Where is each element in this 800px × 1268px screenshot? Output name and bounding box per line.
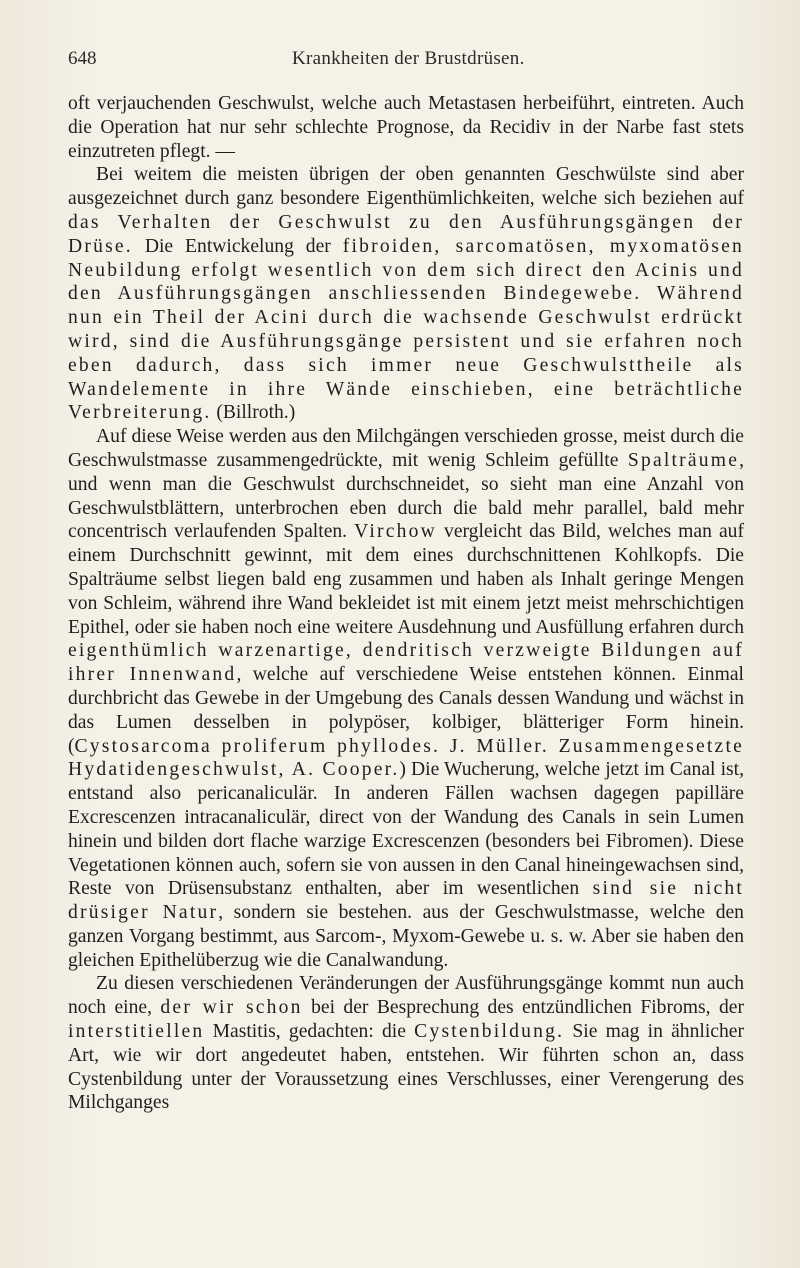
text-run: , welche auf verschiedene Weise entstehen können. Einmal durchbricht das Gewebe in der Umgebung des Canals dessen Wandung und wächst in das Lumen desselben in polypöser, kolbiger, blätteriger Form hinein. ( <box>68 664 744 757</box>
spaced-emphasis: Spalträume <box>627 449 740 471</box>
text-run: , und wenn man die Geschwulst durchschneidet, so sieht man eine Anzahl von Geschwulstblättern, unterbrochen eben durch die bald mehr parallel, bald mehr concentrisch verlaufenden Spalten. <box>68 449 744 543</box>
spaced-emphasis: Virchow <box>354 521 437 543</box>
running-head <box>68 48 744 82</box>
text-run: (Billroth.) <box>211 402 296 424</box>
spaced-emphasis: Cystosarcoma proliferum phyllodes. J. Müller. Zusammengesetzte Hydatidengeschwulst, A. Cooper. <box>68 735 744 781</box>
text-run: oft verjauchenden Geschwulst, welche auch Metastasen herbeiführt, eintreten. Auch die Operation hat nur sehr schlechte Prognose, da Recidiv in der Narbe fast stets einzutreten pflegt. — <box>68 93 744 162</box>
spaced-emphasis: der wir schon <box>160 997 303 1019</box>
spaced-emphasis: Cystenbildung. <box>414 1021 565 1043</box>
spaced-emphasis: sind sie nicht drüsiger Natur <box>68 878 744 924</box>
text-run: Mastitis, gedachten: die <box>204 1021 415 1043</box>
text-run: bei der Besprechung des entzündlichen Fibroms, der <box>302 997 744 1019</box>
paragraph-3 <box>68 425 744 972</box>
body-text <box>68 92 744 1115</box>
spaced-emphasis: fibroiden, sarcomatösen, myxomatösen Neubildung erfolgt wesentlich von dem sich direct den Acinis und den Ausführungsgängen anschliessenden Bindegewebe. Während nun ein Theil der Acini durch die wachsende Geschwulst erdrückt wird, sind die Ausführungsgänge persistent und sie erfahren noch eben dadurch, dass sich immer neue Geschwulsttheile als Wandelemente in ihre Wände einschieben, eine beträchtliche Verbreiterung. <box>68 235 745 424</box>
spaced-emphasis: interstitiellen <box>68 1021 205 1043</box>
text-run: , sondern sie bestehen. aus der Geschwulstmasse, welche den ganzen Vorgang bestimmt, aus Sarcom-, Myxom-Gewebe u. s. w. Aber sie haben den gleichen Epithelüberzug wie die Canalwandung. <box>68 902 744 971</box>
paragraph-1 <box>68 92 744 163</box>
text-run: Auf diese Weise werden aus den Milchgängen verschieden grosse, meist durch die Geschwulstmasse zusammengedrückte, mit wenig Schleim gefüllte <box>68 426 744 471</box>
text-run: vergleicht das Bild, welches man auf einem Durchschnitt gewinnt, mit dem eines durchschnittenen Kohlkopfs. Die Spalträume selbst liegen bald eng zusammen und haben als Inhalt geringe Mengen von Schleim, während ihre Wand bekleidet ist mit einem jetzt meist mehrschichtigen Epithel, oder sie haben noch eine weitere Ausdehnung und Ausfüllung erfahren durch <box>68 521 744 638</box>
text-run: Bei weitem die meisten übrigen der oben genannten Geschwülste sind aber ausgezeichnet durch ganz besondere Eigenthümlichkeiten, welche sich beziehen auf <box>68 164 744 210</box>
paragraph-4 <box>68 972 744 1115</box>
page-number: 648 <box>68 48 97 69</box>
spaced-emphasis: eigenthümlich warzenartige, dendritisch verzweigte Bildungen auf ihrer Innenwand <box>68 640 744 686</box>
running-title: Krankheiten der Brustdrüsen. <box>292 48 525 69</box>
text-run: Die Entwickelung der <box>132 235 343 257</box>
paragraph-2 <box>68 163 744 425</box>
text-run: ) Die Wucherung, welche jetzt im Canal ist, entstand also pericanaliculär. In anderen Fällen wachsen dagegen papilläre Excrescenzen intracanaliculär, direct von der Wandung des Canals in sein Lumen hinein und bilden dort flache warzige Excrescenzen (besonders bei Fibromen). Diese Vegetationen können auch, sofern sie von aussen in den Canal hineingewachsen sind, Reste von Drüsensubstanz enthalten, aber im wesentlichen <box>68 759 744 900</box>
text-run: Zu diesen verschiedenen Veränderungen der Ausführungsgänge kommt nun auch noch eine, <box>68 973 744 1019</box>
spaced-emphasis: das Verhalten der Geschwulst zu den Ausführungsgängen der Drüse. <box>68 211 744 257</box>
text-run: Sie mag in ähnlicher Art, wie wir dort angedeutet haben, entstehen. Wir führten schon an, dass Cystenbildung unter der Voraussetzung eines Verschlusses, einer Verengerung des Milchganges <box>68 1021 745 1114</box>
